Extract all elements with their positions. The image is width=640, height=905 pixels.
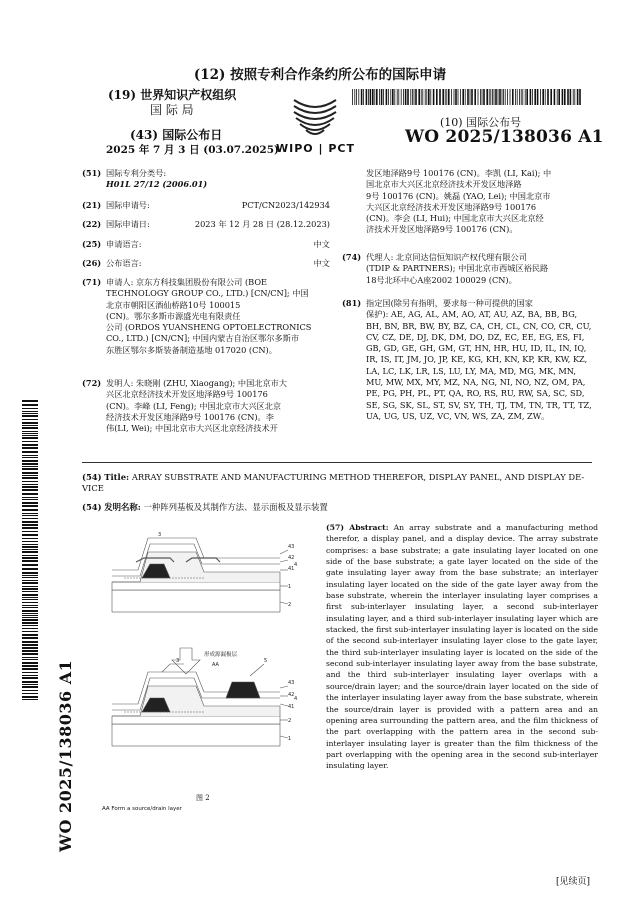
barcode-bar xyxy=(498,89,499,105)
barcode-bar xyxy=(22,475,38,476)
barcode-bar xyxy=(22,677,38,679)
barcode-bar xyxy=(525,89,526,105)
filing-date-value: 2023 年 12 月 28 日 (28.12.2023) xyxy=(194,219,330,229)
barcode-bar xyxy=(22,631,38,632)
barcode-bar xyxy=(492,89,493,105)
inventor-continued-text: 发区地泽路9号 100176 (CN)。李凯 (LI, Kai); 中 国北京市大兴区北京经济技术开发区地泽路 9号 100176 (CN)。姚磊 (YAO, Lei); 中国北京市 大兴区北京经济技术开发区地泽路9号 100176 (CN)。李会 (LI, Hui); 中国北京市大兴区北京经 济技术开发区地泽路9号 100176 (CN)。 xyxy=(366,168,552,235)
inventor-text: 发明人: 朱晓刚 (ZHU, Xiaogang); 中国北京市大 兴区北京经济技术开发区地泽路9号 100176 (CN)。李峰 (LI, Feng); 中国北京市大兴区北京 经济技术开发区地泽路9号 100176 (CN)。李 伟(LI, Wei); 中国北京市大兴区北京经济技术开 xyxy=(106,378,288,434)
barcode-bar xyxy=(478,89,479,105)
barcode-bar xyxy=(22,625,38,626)
barcode-bar xyxy=(22,435,38,436)
abstract-text: An array substrate and a manufacturing method therefor, a display panel, and a display device. The array substrate comprises: a base substrate; a gate insulating layer located on one side of the base substrate; a gate layer located on the side of the gate insulating layer away from the base substrate; an interlayer insulating layer located on the side of the gate layer away from the base substrate, wherein the interlayer insulating layer comprises a first sub-interlayer insulating layer, a second sub-interlayer insulating layer, and a third sub-interlayer insulating layer which are stacked, the first sub-interlayer insulating layer is located on the side of the second sub-interlayer insulating layer close to the gate layer, the third sub-interlayer insulating layer is located on the side of the second sub-interlayer insulating layer away from the base substrate, and the third sub-interlayer insulating layer overlaps with a source/drain layer; and the source/drain layer located on the side of the interlayer insulating layer away from the base substrate, wherein the source/drain layer is provided with a pattern area and an opening area surrounding the pattern area, and the film thickness of the part overlapping with the pattern area in the second sub-interlayer insulating layer is greater than the film thickness of the part overlapping with the opening area in the second sub-interlayer insulating layer. xyxy=(326,523,599,771)
barcode-bar xyxy=(22,613,38,614)
barcode-bar xyxy=(22,557,38,559)
barcode-bar xyxy=(22,575,38,576)
barcode-bar xyxy=(22,427,38,429)
barcode-bar xyxy=(532,89,533,105)
barcode-bar xyxy=(22,451,38,453)
barcode-bar xyxy=(22,518,38,519)
barcode-bar xyxy=(505,89,506,105)
barcode-bar xyxy=(428,89,430,105)
barcode-bar xyxy=(515,89,516,105)
barcode-bar xyxy=(22,619,38,621)
barcode-bar xyxy=(22,647,38,649)
barcode-bar xyxy=(22,699,38,700)
barcode-bar xyxy=(467,89,469,105)
barcode-bar xyxy=(22,650,38,652)
barcode-bar xyxy=(483,89,485,105)
barcode-bar xyxy=(22,463,38,465)
barcode-bar xyxy=(407,89,409,105)
barcode-bar xyxy=(22,572,38,574)
barcode-bar xyxy=(22,615,38,616)
designated-states-text: 指定国(除另有指明，要求每一种可提供的国家 保护): AE, AG, AL, AM, AO, AT, AU, AZ, BA, BB, BG, BH, BN, BR, BW, BY, BZ, CA, CH, CL, CN, CO, CR, CU, CV, CZ, DE, DJ, DK, DM, DO, DZ, EC, EE, EG, ES, FI, GB, GD, GE, GH, GM, GT, HN, HR, HU, ID, IL, IN, IQ, IR, IS, IT, JM, JO, JP, KE, KG, KH, KN, KP, KR, KW, KZ, LA, LC, LK, LR, LS, LU, LY, MA, MD, MG, MK, MN, MU, MW, MX, MY, MZ, NA, NG, NI, NO, NZ, OM, PA, PE, PG, PH, PL, PT, QA, RO, RS, RU, RW, SA, SC, SD, SE, SG, SK, SL, ST, SV, SY, TH, TJ, TM, TN, TR, TT, TZ, UA, UG, US, UZ, VC, VN, WS, ZA, ZM, ZW。 xyxy=(366,298,592,421)
wipo-logo-icon xyxy=(290,92,340,142)
barcode-bar xyxy=(22,509,38,511)
label-5-bottom: 5 xyxy=(264,658,268,664)
label-4-top: 4 xyxy=(294,562,298,568)
barcode-bar xyxy=(392,89,394,105)
barcode-bar xyxy=(410,89,411,105)
barcode-bar xyxy=(554,89,556,105)
ipc-value: H01L 27/12 (2006.01) xyxy=(106,179,208,189)
barcode-bar xyxy=(22,662,38,664)
label-1-top: 1 xyxy=(288,584,292,590)
side-publication-number: WO 2025/138036 A1 xyxy=(56,659,75,852)
barcode-bar xyxy=(542,89,544,105)
application-number-value: PCT/CN2023/142934 xyxy=(241,200,330,210)
barcode-bar xyxy=(426,89,427,105)
barcode-bar xyxy=(460,89,461,105)
barcode-bar xyxy=(22,477,38,479)
barcode-bar xyxy=(352,89,353,105)
barcode-bar xyxy=(567,89,569,105)
label-3-bottom: 3 xyxy=(176,658,180,664)
barcode-bar xyxy=(418,89,420,105)
barcode-bar xyxy=(22,505,38,507)
barcode-bar xyxy=(22,489,38,491)
barcode-bar xyxy=(482,89,483,105)
label-43-bottom: 43 xyxy=(288,680,295,686)
barcode-bar xyxy=(22,444,38,446)
barcode-bar xyxy=(22,588,38,590)
barcode-bar xyxy=(470,89,471,105)
barcode-bar xyxy=(557,89,558,105)
barcode-bar xyxy=(454,89,455,105)
barcode-bar xyxy=(22,400,38,402)
barcode-bar xyxy=(22,560,38,562)
barcode-bar xyxy=(530,89,532,105)
barcode-bar xyxy=(22,637,38,639)
barcode-bar xyxy=(22,411,38,412)
filing-language-value: 中文 xyxy=(313,239,330,249)
barcode-image xyxy=(352,89,588,105)
barcode-bar xyxy=(379,89,380,105)
cross-section-figure xyxy=(100,528,300,790)
barcode-bar xyxy=(376,89,378,105)
barcode-bar xyxy=(22,693,38,694)
barcode-bar xyxy=(570,89,572,105)
continued-on-next-page: [见续页] xyxy=(556,877,591,887)
barcode-bar xyxy=(22,591,38,592)
label-2-bottom: 2 xyxy=(288,718,292,724)
publication-number: WO 2025/138036 A1 xyxy=(405,127,604,147)
barcode-bar xyxy=(22,408,38,409)
barcode-bar xyxy=(22,672,38,673)
barcode-bar xyxy=(545,89,546,105)
barcode-bar xyxy=(562,89,564,105)
barcode-bar xyxy=(448,89,450,105)
barcode-bar xyxy=(22,684,38,685)
barcode-bar xyxy=(397,89,398,105)
publication-language-value: 中文 xyxy=(313,258,330,268)
barcode-bar xyxy=(446,89,447,105)
barcode-bar xyxy=(517,89,518,105)
barcode-bar xyxy=(490,89,491,105)
label-43-top: 43 xyxy=(288,544,295,550)
barcode-bar xyxy=(512,89,514,105)
barcode-bar xyxy=(442,89,444,105)
figure-legend: AA Form a source/drain layer xyxy=(102,806,182,812)
barcode-bar xyxy=(522,89,523,105)
barcode-bar xyxy=(22,546,38,548)
barcode-bar xyxy=(451,89,452,105)
applicant-text: 申请人: 京东方科技集团股份有限公司 (BOE TECHNOLOGY GROUP CO., LTD.) [CN/CN]; 中国 北京市朝阳区酒仙桥路10号 100015 (CN)。鄂尔多斯市源盛光电有限责任 公司 (ORDOS YUANSHENG OPTOELECTRONICS CO., LTD.) [CN/CN]; 中国内蒙古自治区鄂尔多斯市 东胜区鄂尔多斯装备制造基地 017020 (CN)。 xyxy=(106,277,312,355)
barcode-bar xyxy=(405,89,407,105)
barcode-bar xyxy=(22,607,38,608)
barcode-bar xyxy=(22,564,38,566)
barcode-bar xyxy=(22,690,38,691)
barcode-bar xyxy=(550,89,552,105)
barcode-bar xyxy=(22,681,38,683)
barcode-bar xyxy=(374,89,375,105)
barcode-bar xyxy=(503,89,504,105)
barcode-bar xyxy=(401,89,402,105)
barcode-bar xyxy=(22,531,38,532)
barcode-bar xyxy=(22,497,38,498)
barcode-bar xyxy=(22,447,38,449)
label-41-top: 41 xyxy=(288,566,295,572)
barcode-bar xyxy=(421,89,422,105)
barcode-bar xyxy=(366,89,368,105)
label-4-bottom: 4 xyxy=(294,696,298,702)
barcode-bar xyxy=(577,89,579,105)
barcode-bar xyxy=(22,628,38,629)
wipo-pct-logo-text: WIPO | PCT xyxy=(276,142,355,155)
barcode-bar xyxy=(22,521,38,523)
barcode-bar xyxy=(22,659,38,660)
barcode-bar xyxy=(22,675,38,676)
barcode-bar xyxy=(22,602,38,603)
barcode-bar xyxy=(368,89,369,105)
document-title: (12) 按照专利合作条约所公布的国际申请 xyxy=(193,67,447,83)
step-label: 形成源漏极层 xyxy=(204,652,238,658)
organization-name: (19) 世界知识产权组织 xyxy=(108,88,237,102)
label-3-top: 3 xyxy=(158,532,162,538)
barcode-bar xyxy=(494,89,495,105)
barcode-bar xyxy=(390,89,391,105)
barcode-bar xyxy=(22,419,38,420)
barcode-bar xyxy=(22,455,38,456)
barcode-bar xyxy=(403,89,404,105)
barcode-bar xyxy=(507,89,508,105)
barcode-bar xyxy=(415,89,417,105)
publication-date-label: (43) 国际公布日 xyxy=(130,128,223,142)
barcode-bar xyxy=(22,544,38,545)
publication-number-label: (10) 国际公布号 xyxy=(440,116,522,129)
barcode-bar xyxy=(22,493,38,495)
barcode-bar xyxy=(22,524,38,526)
publication-date: 2025 年 7 月 3 日 (03.07.2025) xyxy=(106,144,279,156)
barcode-bar xyxy=(22,433,38,434)
barcode-bar xyxy=(372,89,374,105)
barcode-bar xyxy=(412,89,413,105)
barcode-bar xyxy=(363,89,364,105)
barcode-bar xyxy=(22,422,38,424)
barcode-bar xyxy=(489,89,490,105)
barcode-bar xyxy=(383,89,384,105)
figure-caption: 图 2 xyxy=(196,794,210,802)
barcode-bar xyxy=(22,586,38,587)
barcode-bar xyxy=(486,89,488,105)
barcode-bar xyxy=(471,89,473,105)
barcode-bar xyxy=(22,644,38,646)
title-chinese: (54) 发明名称: 一种阵列基板及其制作方法、显示面板及显示装置 xyxy=(82,502,328,512)
abstract xyxy=(326,522,598,772)
barcode-bar xyxy=(519,89,520,105)
barcode-bar xyxy=(414,89,415,105)
barcode-bar xyxy=(22,484,38,485)
barcode-bar xyxy=(22,686,38,688)
barcode-bar xyxy=(381,89,383,105)
label-42-top: 42 xyxy=(288,555,295,561)
barcode-bar xyxy=(22,534,38,536)
barcode-bar xyxy=(22,634,38,636)
barcode-bar xyxy=(574,89,575,105)
abstract-label: (57) Abstract: xyxy=(326,523,389,532)
barcode-bar xyxy=(510,89,511,105)
barcode-bar xyxy=(22,541,38,542)
barcode-bar xyxy=(370,89,372,105)
barcode-bar xyxy=(458,89,459,105)
barcode-bar xyxy=(534,89,536,105)
barcode-bar xyxy=(22,568,38,570)
barcode-bar xyxy=(521,89,522,105)
barcode-bar xyxy=(22,597,38,598)
barcode-bar xyxy=(22,468,38,470)
barcode-bar xyxy=(579,89,581,105)
barcode-bar xyxy=(22,441,38,442)
barcode-bar xyxy=(564,89,566,105)
barcode-bar xyxy=(386,89,388,105)
barcode-bar xyxy=(445,89,446,105)
barcode-bar xyxy=(22,622,38,624)
barcode-bar xyxy=(22,437,38,439)
barcode-bar xyxy=(499,89,501,105)
barcode-bar xyxy=(361,89,363,105)
barcode-bar xyxy=(22,594,38,596)
barcode-bar xyxy=(22,425,38,426)
barcode-bar xyxy=(388,89,389,105)
barcode-bar xyxy=(22,617,38,618)
barcode-bar xyxy=(22,610,38,612)
barcode-bar xyxy=(22,599,38,600)
barcode-bar xyxy=(547,89,549,105)
vertical-barcode-image xyxy=(22,400,38,700)
barcode-bar xyxy=(22,653,38,655)
barcode-bar xyxy=(22,457,38,458)
barcode-bar xyxy=(436,89,438,105)
barcode-bar xyxy=(22,580,38,581)
barcode-bar xyxy=(537,89,539,105)
barcode-bar xyxy=(22,481,38,482)
barcode-bar xyxy=(22,486,38,488)
barcode-bar xyxy=(433,89,435,105)
barcode-bar xyxy=(22,499,38,500)
barcode-bar xyxy=(22,527,38,529)
barcode-bar xyxy=(455,89,457,105)
barcode-bar xyxy=(22,551,38,553)
barcode-bar xyxy=(22,404,38,406)
barcode-bar xyxy=(22,472,38,474)
barcode-bar xyxy=(425,89,426,105)
barcode-bar xyxy=(558,89,560,105)
label-42-bottom: 42 xyxy=(288,692,295,698)
barcode-bar xyxy=(22,668,38,670)
barcode-bar xyxy=(22,605,38,606)
barcode-bar xyxy=(356,89,357,105)
barcode-bar xyxy=(474,89,476,105)
barcode-bar xyxy=(22,513,38,514)
barcode-bar xyxy=(22,582,38,584)
barcode-bar xyxy=(462,89,464,105)
section-divider xyxy=(82,462,592,463)
barcode-bar xyxy=(394,89,395,105)
barcode-bar xyxy=(22,515,38,516)
barcode-bar xyxy=(22,460,38,462)
barcode-bar xyxy=(22,696,38,698)
barcode-bar xyxy=(526,89,528,105)
barcode-bar xyxy=(22,431,38,432)
barcode-bar xyxy=(495,89,497,105)
barcode-bar xyxy=(573,89,574,105)
barcode-bar xyxy=(398,89,399,105)
barcode-bar xyxy=(22,415,38,417)
barcode-bar xyxy=(358,89,359,105)
barcode-bar xyxy=(439,89,441,105)
barcode-bar xyxy=(22,641,38,643)
barcode-bar xyxy=(354,89,355,105)
barcode-bar xyxy=(430,89,431,105)
barcode-bar xyxy=(22,657,38,658)
label-41-bottom: 41 xyxy=(288,704,295,710)
label-2-top: 2 xyxy=(288,602,292,608)
barcode-bar xyxy=(540,89,541,105)
barcode-bar xyxy=(422,89,423,105)
barcode-bar xyxy=(22,555,38,556)
barcode-bar xyxy=(502,89,503,105)
barcode-bar xyxy=(22,549,38,550)
barcode-bar xyxy=(22,577,38,578)
step-tag: AA xyxy=(212,662,219,668)
title-english: (54) Title: ARRAY SUBSTRATE AND MANUFACTURING METHOD THEREFOR, DISPLAY PANEL, AND DISPLAY DE-VICE xyxy=(82,472,585,493)
barcode-bar xyxy=(22,413,38,414)
barcode-bar xyxy=(22,466,38,467)
label-1-bottom: 1 xyxy=(288,736,292,742)
barcode-bar xyxy=(22,502,38,504)
barcode-bar xyxy=(465,89,466,105)
barcode-bar xyxy=(22,538,38,539)
barcode-bar xyxy=(22,665,38,667)
agent-text: 代理人: 北京同达信恒知识产权代理有限公司 (TDIP & PARTNERS); 中国北京市西城区裕民路 18号北环中心A座2002 100029 (CN)。 xyxy=(366,252,549,285)
organization-bureau: 国 际 局 xyxy=(150,103,194,117)
barcode-bar xyxy=(480,89,481,105)
